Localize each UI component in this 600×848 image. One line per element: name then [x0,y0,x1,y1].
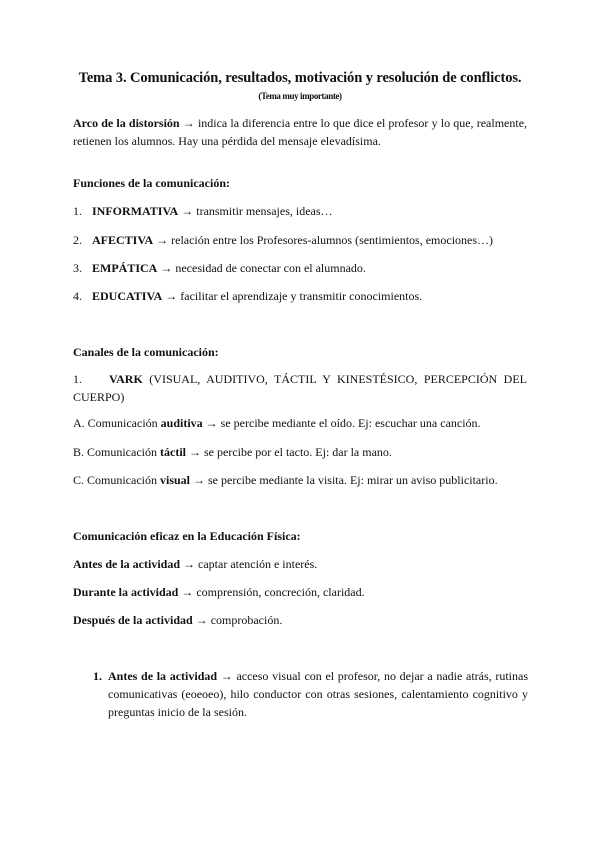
arrow-icon: → [181,204,194,218]
detalle-paragraph [108,667,528,721]
eficaz-term: Antes de la actividad [73,557,181,571]
canal-prefix: B. Comunicación [73,445,157,459]
list-term: AFECTIVA [92,233,154,247]
arrow-icon: → [181,585,194,599]
list-term: EMPÁTICA [92,261,158,275]
arrow-icon: → [205,416,218,430]
list-text: relación entre los Profesores-alumnos (sentimientos, emociones…) [171,233,494,247]
canal-term: visual [160,473,191,487]
eficaz-text: captar atención e interés. [198,557,318,571]
canal-term: táctil [160,445,186,459]
arrow-icon: → [195,613,208,627]
canal-text: se percibe por el tacto. Ej: dar la mano. [204,445,392,459]
detalle-term: Antes de la actividad [108,669,218,683]
canal-item [73,471,527,489]
list-number: 2. [73,233,82,247]
funciones-heading: Funciones de la comunicación: [73,176,231,190]
list-number: 1. [73,204,82,218]
arrow-icon: → [189,445,201,459]
eficaz-item [73,583,527,601]
arco-term: Arco de la distorsión [73,116,180,130]
list-item [73,287,527,305]
canal-prefix: A. Comunicación [73,416,158,430]
eficaz-term: Después de la actividad [73,613,193,627]
list-number: 1. [73,372,82,386]
vark-item [73,370,527,406]
arrow-icon: → [183,557,196,571]
canal-item [73,443,527,461]
list-term: INFORMATIVA [92,204,179,218]
canal-term: auditiva [160,416,203,430]
arrow-icon: → [220,669,233,683]
page-title: Tema 3. Comunicación, resultados, motivación y resolución de conflictos. [78,70,522,86]
list-number: 1. [93,669,102,683]
list-item [73,259,527,277]
canal-text: se percibe mediante la visita. Ej: mirar un aviso publicitario. [208,473,498,487]
arco-text: indica la diferencia entre lo que dice el profesor y lo que, realmente, retienen los alumnos. Hay una pérdida del mensaje elevadísima. [73,116,528,148]
list-number: 4. [73,289,82,303]
eficaz-text: comprensión, concreción, claridad. [196,585,365,599]
arrow-icon: → [165,289,178,303]
arrow-icon: → [156,233,169,247]
canal-text: se percibe mediante el oído. Ej: escuchar una canción. [220,416,481,430]
list-text: necesidad de conectar con el alumnado. [175,261,366,275]
eficaz-term: Durante la actividad [73,585,179,599]
canal-prefix: C. Comunicación [73,473,157,487]
vark-term: VARK [109,372,143,386]
vark-text: (VISUAL, AUDITIVO, TÁCTIL Y KINESTÉSICO, PERCEPCIÓN DEL CUERPO) [73,372,528,404]
arco-paragraph [73,114,527,150]
list-term: EDUCATIVA [92,289,163,303]
list-item [73,202,527,220]
list-number: 3. [73,261,82,275]
arrow-icon: → [193,473,206,487]
page-subtitle: (Tema muy importante) [258,91,342,101]
arrow-icon: → [160,261,173,275]
arrow-icon: → [182,116,195,130]
list-item [73,231,527,249]
eficaz-item [73,611,527,629]
list-text: transmitir mensajes, ideas… [196,204,333,218]
canales-heading: Canales de la comunicación: [73,345,219,359]
canal-item [73,414,527,432]
eficaz-text: comprobación. [210,613,283,627]
detalle-text: acceso visual con el profesor, no dejar a nadie atrás, rutinas comunicativas (eoeoeo), hilo conductor con otras sesiones, calentamiento cognitivo y preguntas inicio de la sesión. [108,669,528,719]
list-text: facilitar el aprendizaje y transmitir conocimientos. [180,289,423,303]
eficaz-heading: Comunicación eficaz en la Educación Física: [73,529,301,543]
eficaz-item [73,555,527,573]
